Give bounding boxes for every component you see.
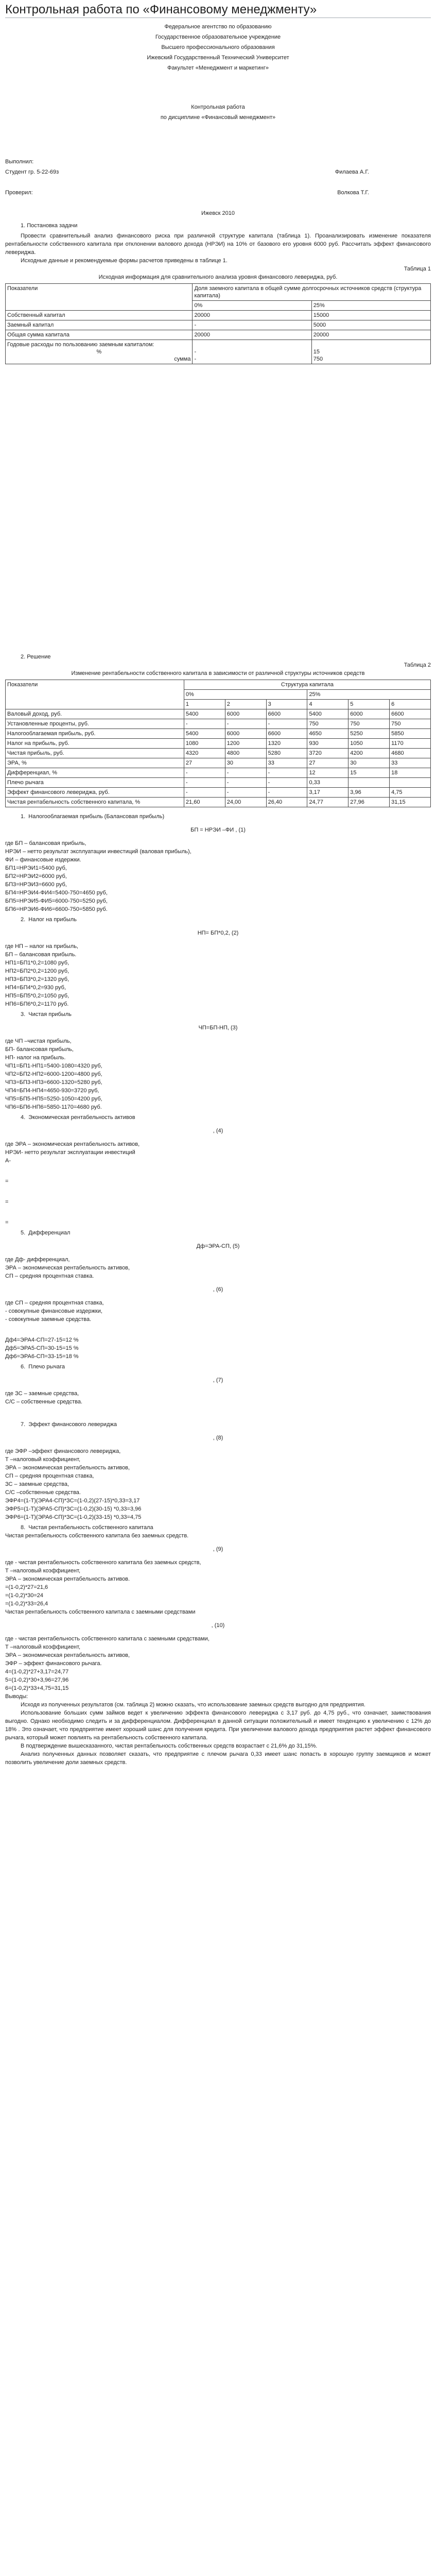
formula: НП= БП*0,2, (2): [197, 930, 239, 936]
formula: БП = НРЭИ –ФИ , (1): [190, 827, 246, 833]
text-line: 4=(1-0,2)*27+3,17=24,77: [5, 1669, 69, 1675]
text-line: Дф5=ЭРА5-СП=30-15=15 %: [5, 1345, 79, 1351]
table-header-cell: Показатели: [6, 680, 184, 709]
text-line: где ЧП –чистая прибыль,: [5, 1038, 72, 1044]
table-cell: Установленные проценты, руб.: [6, 719, 184, 729]
text-line: БП3=НРЭИ3=6600 руб,: [5, 882, 67, 888]
text-line: =(1-0,2)*30=24: [5, 1592, 43, 1599]
text-line: ЗС – заемные средства,: [5, 1481, 69, 1487]
table-cell: 750: [390, 719, 431, 729]
table-row: [6, 778, 431, 788]
table-cell: 3,96: [348, 788, 390, 798]
city-year: Ижевск 2010: [201, 210, 235, 216]
text-line: НП5=БП5*0,2=1050 руб,: [5, 993, 69, 999]
table-cell: 18: [390, 768, 431, 778]
checker-row: [5, 189, 431, 197]
table-header-cell: 0%: [184, 690, 307, 700]
text-line: где ЗС – заемные средства,: [5, 1391, 79, 1397]
header-line: Ижевский Государственный Технический Университет: [147, 55, 289, 61]
text-line: ЭФР4=(1-Т)(ЭРА4-СП)*ЗС=(1-0,2)(27-15)*0,33=3,17: [5, 1498, 140, 1504]
table-cell: 3720: [307, 749, 348, 758]
table-cell: -: [225, 778, 266, 788]
table-cell: 6000: [225, 729, 266, 739]
table-cell: -: [225, 719, 266, 729]
table-cell: Общая сумма капитала: [6, 330, 193, 340]
table-row: [6, 719, 431, 729]
conclusion-paragraph: Исходя из полученных результатов (см. таблица 2) можно сказать, что использование заемных средств выгодно для предприятия.: [21, 1702, 365, 1708]
text-line: где ЭФР –эффект финансового левериджа,: [5, 1448, 121, 1454]
text-line: СП – средняя процентная ставка,: [5, 1473, 94, 1479]
table-cell: [6, 340, 193, 364]
document-body: [5, 23, 431, 1767]
table-cell: -: [184, 768, 225, 778]
table-cell: 0,33: [307, 778, 348, 788]
text-line: где НП – налог на прибыль,: [5, 943, 78, 950]
formula: , (10): [211, 1622, 225, 1629]
task-paragraph: Исходные данные и рекомендуемые формы расчетов приведены в таблице 1.: [21, 258, 228, 264]
table-cell: Налог на прибыль, руб.: [6, 739, 184, 749]
text-line: С/С – собственные средства.: [5, 1399, 83, 1405]
table-cell: -: [225, 788, 266, 798]
section-heading: 1. Налогооблагаемая прибыль (Балансовая прибыль): [21, 814, 165, 820]
table-cell: Дифференциал, %: [6, 768, 184, 778]
table2-title: Изменение рентабельности собственного капитала в зависимости от различной структуры источников средств: [71, 670, 365, 676]
table-cell: 4680: [390, 749, 431, 758]
table-cell: -: [184, 719, 225, 729]
table-cell: 15: [348, 768, 390, 778]
text-line: =(1-0,2)*33=26,4: [5, 1601, 48, 1607]
table-cell: 12: [307, 768, 348, 778]
table-cell: -: [225, 768, 266, 778]
text-line: =: [5, 1199, 9, 1205]
table-row: [6, 709, 431, 719]
text-line: БП1=НРЭИ1=5400 руб,: [5, 865, 67, 871]
table-cell: 5850: [390, 729, 431, 739]
table-cell: 4800: [225, 749, 266, 758]
text-line: где ЭРА – экономическая рентабельность активов,: [5, 1141, 140, 1147]
table-cell: 20000: [193, 311, 311, 320]
table-cell: 6000: [348, 709, 390, 719]
text-line: Т –налоговый коэффициент,: [5, 1456, 81, 1463]
text-line: ФИ – финансовые издержки.: [5, 857, 81, 863]
table-cell: 3,17: [307, 788, 348, 798]
text-line: Выводы:: [5, 1693, 28, 1700]
solution-heading: 2. Решение: [21, 654, 51, 660]
table-row: [6, 788, 431, 798]
table-row: [6, 330, 431, 340]
table-cell: 15000: [311, 311, 430, 320]
table-cell: 5250: [348, 729, 390, 739]
text-line: ЧП5=БП5-НП5=5250-1050=4200 руб,: [5, 1096, 102, 1102]
text-line: НП3=БП3*0,2=1320 руб,: [5, 976, 69, 982]
performed-label: Выполнил:: [5, 159, 34, 165]
table-cell: -: [266, 768, 307, 778]
conclusion-paragraph: Анализ полученных данных позволяет сказать, что предприятие с плечом рычага 0,33 имеет шанс попасть в хорошую группу заемщиков и может позволить увеличение доли заемных средств.: [5, 1751, 431, 1766]
table-cell: 750: [348, 719, 390, 729]
table-header-cell: 5: [348, 700, 390, 709]
table-cell: 21,60: [184, 798, 225, 807]
text-line: ЭРА – экономическая рентабельность активов,: [5, 1265, 130, 1271]
formula-spacer: [5, 1406, 431, 1418]
text-line: НП1=БП1*0,2=1080 руб,: [5, 960, 69, 966]
table-row: [6, 729, 431, 739]
row-label: Годовые расходы по пользованию заемным капиталом:: [7, 342, 154, 348]
section-heading: 3. Чистая прибыль: [21, 1011, 72, 1018]
text-line: А-: [5, 1158, 11, 1164]
section-heading: 5. Дифференциал: [21, 1230, 71, 1236]
text-line: ЧП6=БП6-НП6=5850-1170=4680 руб.: [5, 1104, 102, 1110]
table-cell: 24,00: [225, 798, 266, 807]
formula-spacer: [5, 1206, 431, 1218]
section-heading: 2. Налог на прибыль: [21, 917, 77, 923]
task-paragraph: Провести сравнительный анализ финансового риска при различной структуре капитала (таблица 1). Проанализировать изменение показателя рентабельности собственного капитала при отклонении валового дохода (НРЭИ) на 10% от базового его уровня 6000 руб. Рассчитать эффект финансового левериджа.: [5, 233, 431, 256]
table1-label: Таблица 1: [404, 266, 431, 272]
table-header-cell: 0%: [193, 301, 311, 311]
table-cell: -: [266, 778, 307, 788]
table-cell: -: [266, 719, 307, 729]
table2-label: Таблица 2: [404, 662, 431, 668]
table-cell: 27,96: [348, 798, 390, 807]
interest-value: -: [194, 349, 197, 355]
text-line: где - чистая рентабельность собственного капитала с заемными средствами,: [5, 1636, 210, 1642]
table-header-cell: Структура капитала: [184, 680, 430, 690]
table1: [5, 283, 431, 364]
text-line: НП- налог на прибыль.: [5, 1055, 66, 1061]
table-cell: Чистая рентабельность собственного капитала, %: [6, 798, 184, 807]
text-line: где БП – балансовая прибыль,: [5, 840, 86, 846]
table-cell: Валовый доход, руб.: [6, 709, 184, 719]
table-header-cell: 25%: [311, 301, 430, 311]
table-cell: -: [193, 320, 311, 330]
formula-spacer: [5, 1324, 431, 1336]
table-cell: 30: [348, 758, 390, 768]
sum-label: сумма: [174, 356, 191, 362]
checked-label: Проверил:: [5, 190, 33, 196]
student-name: Филаева А.Г.: [335, 169, 369, 175]
page-title: Контрольная работа по «Финансовому менеджменту»: [5, 2, 431, 18]
text-line: Чистая рентабельность собственного капитала без заемных средств.: [5, 1533, 189, 1539]
table-cell: 24,77: [307, 798, 348, 807]
text-line: =: [5, 1219, 9, 1226]
table1-title: Исходная информация для сравнительного анализа уровня финансового левериджа, руб.: [98, 274, 338, 280]
text-line: где - чистая рентабельность собственного капитала без заемных средств,: [5, 1560, 201, 1566]
table-cell: 6600: [266, 709, 307, 719]
table-cell: 4650: [307, 729, 348, 739]
text-line: =: [5, 1178, 9, 1184]
work-title: Контрольная работа: [191, 104, 245, 110]
text-line: БП5=НРЭИ5-ФИ5=6000-750=5250 руб,: [5, 898, 108, 904]
formula-spacer: [5, 1165, 431, 1177]
table-cell: [311, 340, 430, 364]
formula-spacer: [5, 1185, 431, 1198]
table-header-cell: 6: [390, 700, 431, 709]
header-line: Федеральное агентство по образованию: [164, 24, 272, 30]
table-cell: 1050: [348, 739, 390, 749]
table-cell: 1170: [390, 739, 431, 749]
table-row: [6, 340, 431, 364]
interest-value: 15: [313, 349, 320, 355]
table-cell: 5000: [311, 320, 430, 330]
table-cell: 26,40: [266, 798, 307, 807]
text-line: ЭФР – эффект финансового рычага.: [5, 1660, 102, 1667]
table-header-cell: 3: [266, 700, 307, 709]
header-line: Высшего профессионального образования: [161, 44, 275, 50]
text-line: - совокупные финансовые издержки,: [5, 1308, 102, 1314]
text-line: БП2=НРЭИ2=6000 руб,: [5, 873, 67, 879]
table-cell: 1200: [225, 739, 266, 749]
table-row: [6, 739, 431, 749]
text-line: где Дф- дифференциал,: [5, 1257, 70, 1263]
text-line: НРЭИ – нетто результат эксплуатации инвестиций (валовая прибыль),: [5, 849, 191, 855]
text-line: ЭРА – экономическая рентабельность активов,: [5, 1652, 130, 1658]
text-line: где СП – средняя процентная ставка,: [5, 1300, 104, 1306]
text-line: НРЭИ- нетто результат эксплуатации инвестиций: [5, 1149, 135, 1156]
table-header-cell: 25%: [307, 690, 431, 700]
table-cell: 6600: [390, 709, 431, 719]
text-line: ЭФР5=(1-Т)(ЭРА5-СП)*ЗС=(1-0,2)(30-15) *0,33=3,96: [5, 1506, 142, 1512]
table-header-cell: Показатели: [6, 284, 193, 311]
table-cell: 930: [307, 739, 348, 749]
text-line: С/С –собственные средства.: [5, 1489, 81, 1496]
table-header-cell: 2: [225, 700, 266, 709]
text-line: Дф4=ЭРА4-СП=27-15=12 %: [5, 1337, 79, 1343]
text-line: ЧП4=БП4-НП4=4650-930=3720 руб,: [5, 1088, 99, 1094]
section-heading: 7. Эффект финансового левериджа: [21, 1421, 117, 1428]
formula: Дф=ЭРА-СП, (5): [196, 1243, 240, 1249]
text-line: - совокупные заемные средства.: [5, 1316, 92, 1323]
formula: , (8): [213, 1435, 223, 1441]
section-heading: 4. Экономическая рентабельность активов: [21, 1114, 135, 1121]
table-cell: 5400: [307, 709, 348, 719]
conclusions: [5, 1701, 431, 1767]
table-cell: 6000: [225, 709, 266, 719]
conclusion-paragraph: Использование больших сумм займов ведет к увеличению эффекта финансового левериджа с 3,17 руб. до 4,75 руб., что означает, заимствования выгодно. Однако необходимо следить и за дифференциалом. Дифференциал в данной ситуации положительный и имеет тенденцию к увеличению с 12% до 18% . Это означает, что предприятие имеет хороший шанс для получения кредита. При увеличении валового дохода предприятия растет эффект финансового рычага, который может повлиять на рентабельность собственного капитала.: [5, 1710, 431, 1741]
table-cell: 33: [390, 758, 431, 768]
formula: ЧП=БП-НП, (3): [198, 1025, 238, 1031]
text-line: НП6=БП6*0,2=1170 руб.: [5, 1001, 69, 1007]
student-row: [5, 168, 431, 176]
table-cell: [390, 778, 431, 788]
table-cell: [193, 340, 311, 364]
table-row: [6, 758, 431, 768]
table-cell: 27: [184, 758, 225, 768]
text-line: ЧП1=БП1-НП1=5400-1080=4320 руб,: [5, 1063, 102, 1069]
table-cell: -: [184, 778, 225, 788]
table-cell: 4200: [348, 749, 390, 758]
text-line: Чистая рентабельность собственного капитала с заемными средствами: [5, 1609, 196, 1615]
table-cell: 6600: [266, 729, 307, 739]
work-subtitle: по дисциплине «Финансовый менеджмент»: [160, 114, 276, 121]
text-line: БП4=НРЭИ4-ФИ4=5400-750=4650 руб,: [5, 890, 108, 896]
table-row: [6, 768, 431, 778]
table-row: [6, 311, 431, 320]
table-header-cell: 4: [307, 700, 348, 709]
table-cell: 5400: [184, 709, 225, 719]
table2: [5, 680, 431, 807]
table-cell: 1320: [266, 739, 307, 749]
text-line: ЧП2=БП2-НП2=6000-1200=4800 руб,: [5, 1071, 102, 1077]
table-cell: 30: [225, 758, 266, 768]
formula: , (4): [213, 1128, 223, 1134]
table-cell: 20000: [311, 330, 430, 340]
text-line: Т –налоговый коэффициент,: [5, 1568, 81, 1574]
text-line: БП6=НРЭИ6-ФИ6=6600-750=5850 руб.: [5, 906, 108, 912]
student-label: Студент гр. 5-22-69з: [5, 169, 59, 175]
text-line: Дф6=ЭРА6-СП=33-15=18 %: [5, 1353, 79, 1360]
calculations: [5, 812, 431, 1701]
table-cell: 33: [266, 758, 307, 768]
table-cell: [348, 778, 390, 788]
table-row: [6, 749, 431, 758]
conclusion-paragraph: В подтверждение вышесказанного, чистая рентабельность собственных средств возрастает с 21,6% до 31,15%.: [21, 1743, 318, 1749]
table-cell: Эффект финансового левериджа, руб.: [6, 788, 184, 798]
section-heading: 6. Плечо рычага: [21, 1364, 65, 1370]
header-block: [5, 23, 431, 72]
text-line: СП – средняя процентная ставка.: [5, 1273, 94, 1279]
table-cell: ЭРА, %: [6, 758, 184, 768]
text-line: ЧП3=БП3-НП3=6600-1320=5280 руб,: [5, 1079, 102, 1086]
table-cell: 4320: [184, 749, 225, 758]
table-cell: Налогооблагаемая прибыль, руб.: [6, 729, 184, 739]
table-cell: 20000: [193, 330, 311, 340]
table-row: [6, 320, 431, 330]
table-cell: 4,75: [390, 788, 431, 798]
table-cell: -: [184, 788, 225, 798]
table-cell: 750: [307, 719, 348, 729]
text-line: 6=(1-0,2)*33+4,75=31,15: [5, 1685, 69, 1691]
table-cell: 31,15: [390, 798, 431, 807]
interest-label: %: [96, 349, 102, 355]
table-cell: -: [266, 788, 307, 798]
task-heading: 1. Постановка задачи: [21, 223, 78, 229]
table-cell: 5280: [266, 749, 307, 758]
table-cell: 27: [307, 758, 348, 768]
table-cell: Плечо рычага: [6, 778, 184, 788]
header-line: Факультет «Менеджмент и маркетинг»: [167, 65, 269, 71]
formula: , (7): [213, 1377, 223, 1383]
text-line: НП2=БП2*0,2=1200 руб,: [5, 968, 69, 974]
table-cell: Заемный капитал: [6, 320, 193, 330]
table-row: [6, 798, 431, 807]
text-line: 5=(1-0,2)*30+3,96=27,96: [5, 1677, 69, 1683]
header-line: Государственное образовательное учреждение: [155, 34, 281, 40]
text-line: =(1-0,2)*27=21,6: [5, 1584, 48, 1590]
table-cell: Собственный капитал: [6, 311, 193, 320]
section-heading: 8. Чистая рентабельность собственного капитала: [21, 1524, 153, 1531]
table-cell: 1080: [184, 739, 225, 749]
text-line: Т –налоговый коэффициент,: [5, 1644, 81, 1650]
table-header-cell: 1: [184, 700, 225, 709]
text-line: БП – балансовая прибыль.: [5, 952, 77, 958]
formula: , (9): [213, 1546, 223, 1552]
text-line: ЭРА – экономическая рентабельность активов.: [5, 1576, 130, 1582]
sum-value: 750: [313, 356, 323, 362]
text-line: ЭРА – экономическая рентабельность активов,: [5, 1465, 130, 1471]
text-line: ЭФР6=(1-Т)(ЭРА6-СП)*ЗС=(1-0,2)(33-15) *0,33=4,75: [5, 1514, 142, 1520]
sum-value: -: [194, 356, 197, 362]
table-cell: 5400: [184, 729, 225, 739]
table-header-cell: Доля заемного капитала в общей сумме долгосрочных источников средств (структура капитала): [193, 284, 431, 301]
formula: , (6): [213, 1286, 223, 1293]
table-cell: Чистая прибыль, руб.: [6, 749, 184, 758]
text-line: БП- балансовая прибыль,: [5, 1046, 74, 1053]
checker-name: Волкова Т.Г.: [337, 190, 369, 196]
text-line: НП4=БП4*0,2=930 руб,: [5, 985, 66, 991]
